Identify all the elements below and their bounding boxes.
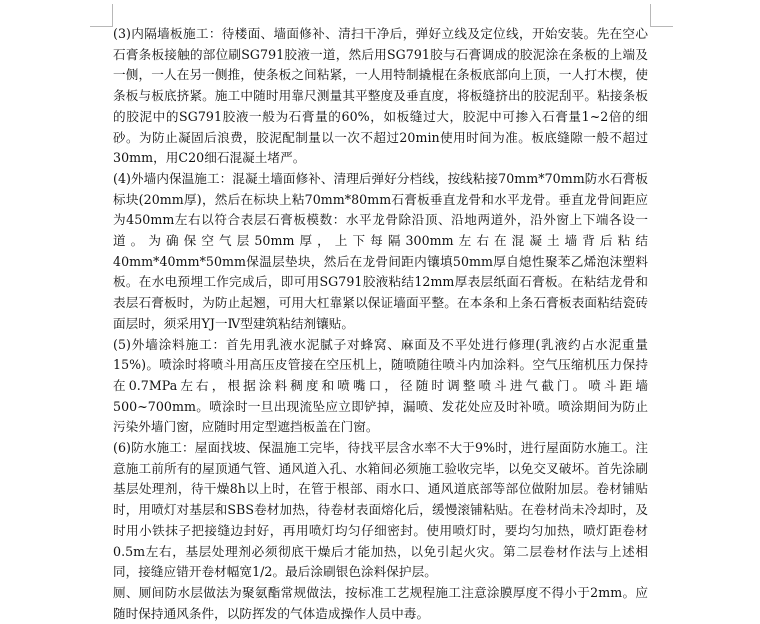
document-body xyxy=(113,24,648,624)
margin-corner-mark-left xyxy=(90,4,113,27)
paragraph-exterior-wall-coating: (5)外墙涂料施工：首先用乳液水泥腻子对蜂窝、麻面及不平处进行修理(乳液约占水泥重量15%)。喷涂时将喷斗用高压皮管接在空压机上，随喷随往喷斗内加涂料。空气压缩机压力保持在0.7MPa左右，根据涂料稠度和喷嘴口，径随时调整喷斗进气截门。喷斗距墙500~700mm。喷涂时一旦出现流坠应立即铲掉，漏喷、发花处应及时补喷。喷涂期间为防止污染外墙门窗，应随时用定型遮挡板盖在门窗。 xyxy=(113,336,648,435)
paragraph-bathroom-waterproofing: 厕、厕间防水层做法为聚氨酯常规做法，按标准工艺规程施工注意涂膜厚度不得小于2mm。应随时保持通风条件，以防挥发的气体造成操作人员中毒。 xyxy=(113,584,648,621)
margin-corner-mark-right xyxy=(650,4,673,27)
paragraph-partition-wall: (3)内隔墙板施工：待楼面、墙面修补、清扫干净后，弹好立线及定位线，开始安装。先在空心石膏条板接触的部位刷SG791胶液一道，然后用SG791胶与石膏调成的胶泥涂在条板的上端及一侧，一人在另一侧推，使条板之间粘紧，一人用特制撬棍在条板底部向上顶，一人打木楔，使条板与板底挤紧。施工中随时用靠尺测量其平整度及垂直度，将板缝挤出的胶泥刮平。粘接条板的胶泥中的SG791胶液一般为石膏量的60%，如板缝过大，胶泥中可掺入石膏量1~2倍的细砂。为防止凝固后浪费，胶泥配制量以一次不超过20min使用时间为准。板底缝隙一般不超过30mm，用C20细石混凝土堵严。 xyxy=(113,26,648,166)
paragraph-waterproofing: (6)防水施工：屋面找坡、保温施工完毕，待找平层含水率不大于9%时，进行屋面防水施工。注意施工前所有的屋顶通气管、通风道入孔、水箱间必须施工验收完毕，以免交叉破坏。首先涂刷基层处理剂，待干燥8h以上时，在管于根部、雨水口、通风道底部等部位做附加层。卷材铺贴时，用喷灯对基层和SBS卷材加热，待卷材表面熔化后，缓慢滚铺粘贴。在卷材尚未冷却时，及时用小铁抹子把接缝边封好，再用喷灯均匀仔细密封。使用喷灯时，要均匀加热，喷灯距卷材0.5m左右，基层处理剂必须彻底干燥后才能加热，以免引起火灾。第二层卷材作法与上述相同，接缝应错开卷材幅宽1/2。最后涂刷银色涂料保护层。 xyxy=(113,440,648,580)
paragraph-exterior-wall-insulation: (4)外墙内保温施工：混凝土墙面修补、清理后弹好分档线，按线粘接70mm*70mm防水石膏板标块(20mm厚)，然后在标块上粘70mm*80mm石膏板垂直龙骨和水平龙骨。垂直龙骨间距应为450mm左右以符合表层石膏板模数：水平龙骨除沿顶、沿地两道外，沿外窗上下端各设一道。为确保空气层50mm厚，上下每隔300mm左右在混凝土墙背后粘结40mm*40mm*50mm保温层垫块，然后在龙骨间距内镶填50mm厚自熄性聚苯乙烯泡沫塑料板。在水电预埋工作完成后，即可用SG791胶液粘结12mm厚表层纸面石膏板。在粘结龙骨和表层石膏板时，为防止起翘，可用大杠靠紧以保证墙面平整。在本条和上条石膏板表面粘结瓷砖面层时，须采用YJ一Ⅳ型建筑粘结剂镶贴。 xyxy=(113,170,648,331)
